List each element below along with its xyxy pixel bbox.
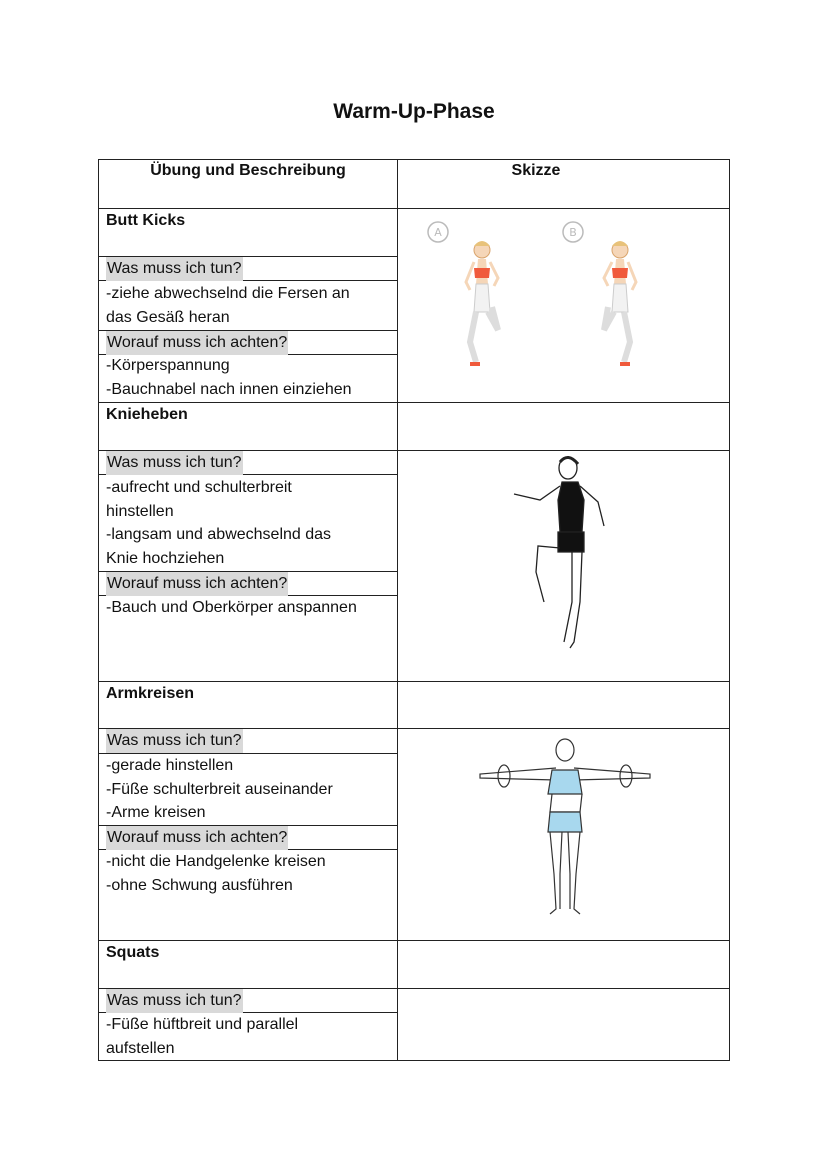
runner-figure-a bbox=[466, 241, 498, 364]
what-heading-row bbox=[99, 989, 397, 1012]
exercise-name: Armkreisen bbox=[106, 685, 195, 702]
arm-circles-figure bbox=[480, 739, 650, 914]
attention-heading: Worauf muss ich achten? bbox=[106, 331, 288, 355]
butt-kicks-sketch bbox=[410, 212, 720, 382]
header-exercise: Übung und Beschreibung bbox=[150, 162, 346, 179]
attention-text: -nicht die Handgelenke kreisen -ohne Schwung ausführen bbox=[106, 853, 326, 894]
what-text: -gerade hinstellen -Füße schulterbreit auseinander -Arme kreisen bbox=[106, 757, 333, 821]
what-heading: Was muss ich tun? bbox=[106, 257, 243, 281]
sketch-label-a: A bbox=[434, 226, 442, 239]
what-heading-row bbox=[99, 257, 397, 280]
what-text: -aufrecht und schulterbreit hinstellen -langsam und abwechselnd das Knie hochziehen bbox=[106, 479, 332, 567]
arm-circles-sketch bbox=[470, 734, 660, 919]
attention-heading-row bbox=[99, 572, 397, 595]
what-text: -Füße hüftbreit und parallel aufstellen bbox=[106, 1016, 299, 1057]
runner-figure-b bbox=[604, 241, 636, 364]
attention-heading: Worauf muss ich achten? bbox=[106, 826, 288, 850]
what-heading: Was muss ich tun? bbox=[106, 989, 243, 1013]
what-heading-row bbox=[99, 451, 397, 474]
exercise-name: Squats bbox=[106, 944, 160, 961]
attention-heading-row bbox=[99, 826, 397, 849]
what-heading-row bbox=[99, 729, 397, 752]
sketch-label-b: B bbox=[569, 226, 577, 239]
knee-raise-figure bbox=[514, 457, 604, 648]
attention-text: -Bauch und Oberkörper anspannen bbox=[106, 599, 357, 616]
attention-heading: Worauf muss ich achten? bbox=[106, 572, 288, 596]
what-heading: Was muss ich tun? bbox=[106, 451, 243, 475]
what-heading: Was muss ich tun? bbox=[106, 729, 243, 753]
attention-text: -Körperspannung -Bauchnabel nach innen einziehen bbox=[106, 357, 352, 398]
exercise-name: Knieheben bbox=[106, 406, 188, 423]
exercise-name: Butt Kicks bbox=[106, 212, 186, 229]
header-sketch: Skizze bbox=[511, 162, 561, 179]
attention-heading-row bbox=[99, 331, 397, 354]
page-title: Warm-Up-Phase bbox=[333, 100, 495, 123]
what-text: -ziehe abwechselnd die Fersen an das Gesäß heran bbox=[106, 285, 350, 326]
column-divider bbox=[397, 159, 398, 1061]
knee-raise-sketch bbox=[500, 452, 620, 652]
